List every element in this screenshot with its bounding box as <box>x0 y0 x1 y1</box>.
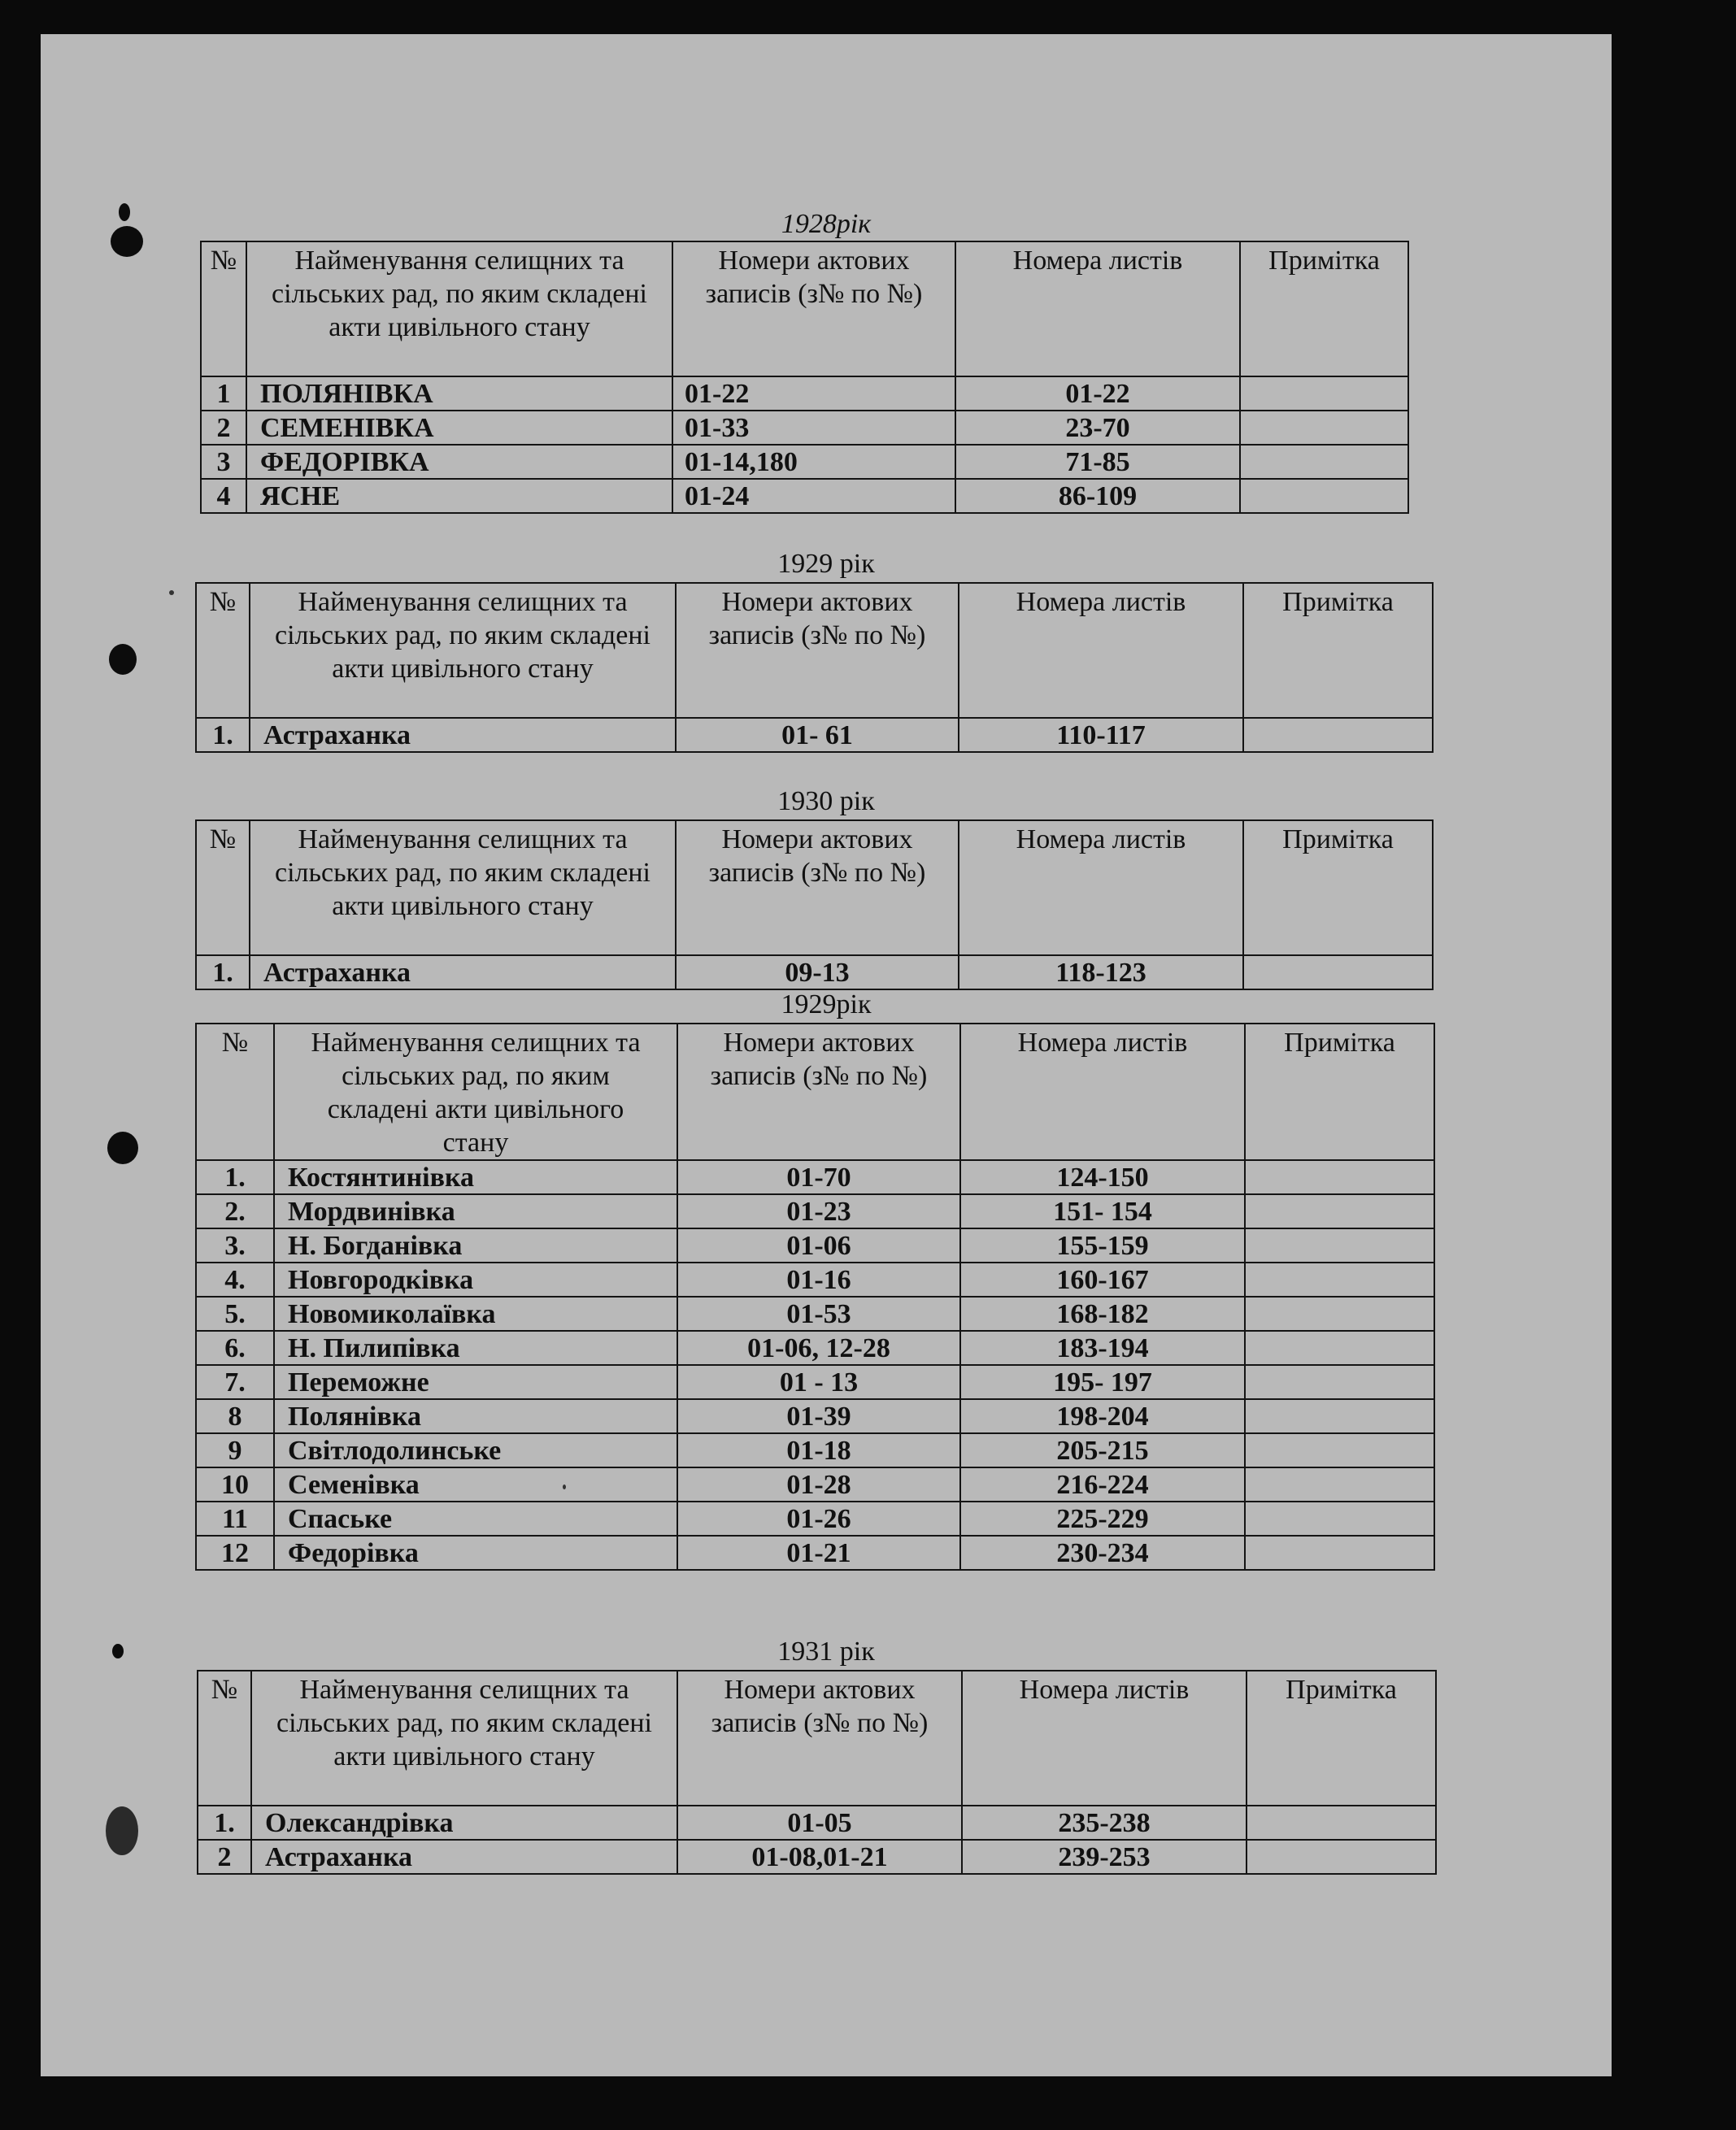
document-page <box>41 34 1612 2076</box>
punch-hole <box>107 1132 138 1164</box>
table-header-row <box>198 1671 1436 1806</box>
header-note: Примітка <box>1245 1024 1434 1160</box>
header-records: Номери актових записів (з№ по №) <box>672 241 955 376</box>
year-heading: 1928рік <box>781 209 872 239</box>
cell-records: 01- 61 <box>676 718 959 752</box>
cell-note <box>1245 1365 1434 1399</box>
table-row <box>196 1502 1434 1536</box>
table-row <box>196 718 1433 752</box>
cell-sheets: 86-109 <box>955 479 1240 513</box>
register-table-1929 <box>195 582 1434 753</box>
register-table-1928 <box>200 241 1409 514</box>
cell-records: 01-24 <box>672 479 955 513</box>
table-row <box>196 1536 1434 1570</box>
cell-sheets: 216-224 <box>960 1467 1245 1502</box>
table-row <box>196 1297 1434 1331</box>
cell-sheets: 183-194 <box>960 1331 1245 1365</box>
year-heading: 1929рік <box>781 989 872 1019</box>
header-records: Номери актових записів (з№ по №) <box>676 583 959 718</box>
year-heading: 1929 рік <box>777 549 875 579</box>
header-name: Найменування селищних та сільських рад, по яким складені акти цивільного стану <box>250 820 676 955</box>
cell-note <box>1245 1297 1434 1331</box>
cell-sheets: 205-215 <box>960 1433 1245 1467</box>
cell-note <box>1245 1433 1434 1467</box>
header-records: Номери актових записів (з№ по №) <box>677 1671 962 1806</box>
cell-sheets: 155-159 <box>960 1228 1245 1263</box>
table-row <box>201 376 1408 411</box>
cell-num: 3. <box>196 1228 274 1263</box>
cell-name: Полянівка <box>274 1399 677 1433</box>
cell-sheets: 225-229 <box>960 1502 1245 1536</box>
cell-records: 01 - 13 <box>677 1365 960 1399</box>
cell-note <box>1245 1194 1434 1228</box>
cell-num: 11 <box>196 1502 274 1536</box>
cell-note <box>1243 718 1433 752</box>
cell-name: Олександрівка <box>251 1806 677 1840</box>
cell-records: 01-05 <box>677 1806 962 1840</box>
header-num: № <box>196 1024 274 1160</box>
cell-num: 3 <box>201 445 246 479</box>
cell-name: Семенівка <box>274 1467 677 1502</box>
header-sheets: Номера листів <box>959 820 1243 955</box>
cell-note <box>1245 1536 1434 1570</box>
cell-num: 9 <box>196 1433 274 1467</box>
cell-records: 01-21 <box>677 1536 960 1570</box>
cell-num: 5. <box>196 1297 274 1331</box>
cell-note <box>1247 1840 1436 1874</box>
register-table-1929-b <box>195 1023 1435 1571</box>
cell-sheets: 239-253 <box>962 1840 1247 1874</box>
register-table-1931 <box>197 1670 1437 1875</box>
header-name: Найменування селищних та сільських рад, по яким складені акти цивільного стану <box>250 583 676 718</box>
cell-note <box>1245 1502 1434 1536</box>
cell-name: СЕМЕНІВКА <box>246 411 672 445</box>
header-sheets: Номера листів <box>960 1024 1245 1160</box>
header-note: Примітка <box>1240 241 1408 376</box>
cell-num: 1. <box>196 955 250 989</box>
cell-sheets: 151- 154 <box>960 1194 1245 1228</box>
table-row <box>196 1331 1434 1365</box>
cell-num: 2. <box>196 1194 274 1228</box>
table-header-row <box>201 241 1408 376</box>
cell-name: ПОЛЯНІВКА <box>246 376 672 411</box>
cell-note <box>1245 1263 1434 1297</box>
table-row <box>198 1806 1436 1840</box>
cell-name: Мордвинівка <box>274 1194 677 1228</box>
cell-sheets: 110-117 <box>959 718 1243 752</box>
cell-num: 8 <box>196 1399 274 1433</box>
punch-hole <box>109 644 137 675</box>
cell-records: 01-18 <box>677 1433 960 1467</box>
header-num: № <box>196 583 250 718</box>
cell-records: 01-33 <box>672 411 955 445</box>
cell-name: Федорівка <box>274 1536 677 1570</box>
table-row <box>196 1365 1434 1399</box>
cell-sheets: 23-70 <box>955 411 1240 445</box>
table-header-row <box>196 820 1433 955</box>
cell-num: 1 <box>201 376 246 411</box>
cell-sheets: 168-182 <box>960 1297 1245 1331</box>
header-name: Найменування селищних та сільських рад, по яким складені акти цивільного стану <box>251 1671 677 1806</box>
table-row <box>196 1228 1434 1263</box>
cell-num: 4. <box>196 1263 274 1297</box>
cell-num: 1. <box>196 1160 274 1194</box>
table-row <box>196 1467 1434 1502</box>
table-row <box>196 1433 1434 1467</box>
cell-num: 2 <box>201 411 246 445</box>
cell-note <box>1245 1331 1434 1365</box>
cell-name: Астраханка <box>251 1840 677 1874</box>
cell-sheets: 195- 197 <box>960 1365 1245 1399</box>
header-sheets: Номера листів <box>959 583 1243 718</box>
table-header-row <box>196 1024 1434 1160</box>
header-note: Примітка <box>1247 1671 1436 1806</box>
cell-records: 01-26 <box>677 1502 960 1536</box>
header-name: Найменування селищних та сільських рад, по яким складені акти цивільного стану <box>246 241 672 376</box>
cell-num: 6. <box>196 1331 274 1365</box>
header-sheets: Номера листів <box>962 1671 1247 1806</box>
cell-sheets: 235-238 <box>962 1806 1247 1840</box>
cell-records: 01-16 <box>677 1263 960 1297</box>
cell-records: 01-23 <box>677 1194 960 1228</box>
cell-name: Новгородківка <box>274 1263 677 1297</box>
cell-records: 01-14,180 <box>672 445 955 479</box>
cell-note <box>1245 1467 1434 1502</box>
cell-name: Астраханка <box>250 718 676 752</box>
cell-name: ЯСНЕ <box>246 479 672 513</box>
cell-sheets: 230-234 <box>960 1536 1245 1570</box>
header-name: Найменування селищних та сільських рад, по яким складені акти цивільного стану <box>274 1024 677 1160</box>
cell-sheets: 124-150 <box>960 1160 1245 1194</box>
cell-sheets: 71-85 <box>955 445 1240 479</box>
cell-sheets: 118-123 <box>959 955 1243 989</box>
table-row <box>196 1160 1434 1194</box>
cell-name: Переможне <box>274 1365 677 1399</box>
register-table-1930 <box>195 819 1434 990</box>
table-row <box>201 445 1408 479</box>
cell-note <box>1240 479 1408 513</box>
table-row <box>198 1840 1436 1874</box>
cell-sheets: 01-22 <box>955 376 1240 411</box>
cell-num: 1. <box>196 718 250 752</box>
cell-records: 01-53 <box>677 1297 960 1331</box>
table-row <box>201 479 1408 513</box>
year-heading: 1931 рік <box>777 1637 875 1667</box>
cell-records: 01-22 <box>672 376 955 411</box>
cell-num: 4 <box>201 479 246 513</box>
cell-name: Н. Пилипівка <box>274 1331 677 1365</box>
table-row <box>196 1399 1434 1433</box>
cell-name: Костянтинівка <box>274 1160 677 1194</box>
cell-note <box>1247 1806 1436 1840</box>
header-note: Примітка <box>1243 583 1433 718</box>
speck <box>169 590 174 595</box>
header-records: Номери актових записів (з№ по №) <box>676 820 959 955</box>
table-row <box>201 411 1408 445</box>
header-num: № <box>196 820 250 955</box>
table-header-row <box>196 583 1433 718</box>
header-num: № <box>201 241 246 376</box>
cell-name: Світлодолинське <box>274 1433 677 1467</box>
cell-note <box>1240 445 1408 479</box>
cell-records: 01-28 <box>677 1467 960 1502</box>
cell-note <box>1245 1399 1434 1433</box>
header-num: № <box>198 1671 251 1806</box>
cell-records: 09-13 <box>676 955 959 989</box>
cell-note <box>1240 411 1408 445</box>
cell-name: ФЕДОРІВКА <box>246 445 672 479</box>
cell-num: 1. <box>198 1806 251 1840</box>
cell-name: Новомиколаївка <box>274 1297 677 1331</box>
cell-num: 12 <box>196 1536 274 1570</box>
cell-note <box>1245 1228 1434 1263</box>
table-row <box>196 1194 1434 1228</box>
cell-note <box>1240 376 1408 411</box>
cell-records: 01-08,01-21 <box>677 1840 962 1874</box>
cell-records: 01-06 <box>677 1228 960 1263</box>
table-row <box>196 1263 1434 1297</box>
punch-hole <box>106 1806 138 1855</box>
cell-sheets: 198-204 <box>960 1399 1245 1433</box>
header-records: Номери актових записів (з№ по №) <box>677 1024 960 1160</box>
cell-num: 10 <box>196 1467 274 1502</box>
cell-records: 01-06, 12-28 <box>677 1331 960 1365</box>
header-note: Примітка <box>1243 820 1433 955</box>
table-row <box>196 955 1433 989</box>
cell-name: Н. Богданівка <box>274 1228 677 1263</box>
cell-sheets: 160-167 <box>960 1263 1245 1297</box>
cell-name: Спаське <box>274 1502 677 1536</box>
cell-num: 2 <box>198 1840 251 1874</box>
cell-records: 01-70 <box>677 1160 960 1194</box>
header-sheets: Номера листів <box>955 241 1240 376</box>
cell-num: 7. <box>196 1365 274 1399</box>
cell-note <box>1243 955 1433 989</box>
cell-records: 01-39 <box>677 1399 960 1433</box>
year-heading: 1930 рік <box>777 786 875 816</box>
cell-name: Астраханка <box>250 955 676 989</box>
cell-note <box>1245 1160 1434 1194</box>
